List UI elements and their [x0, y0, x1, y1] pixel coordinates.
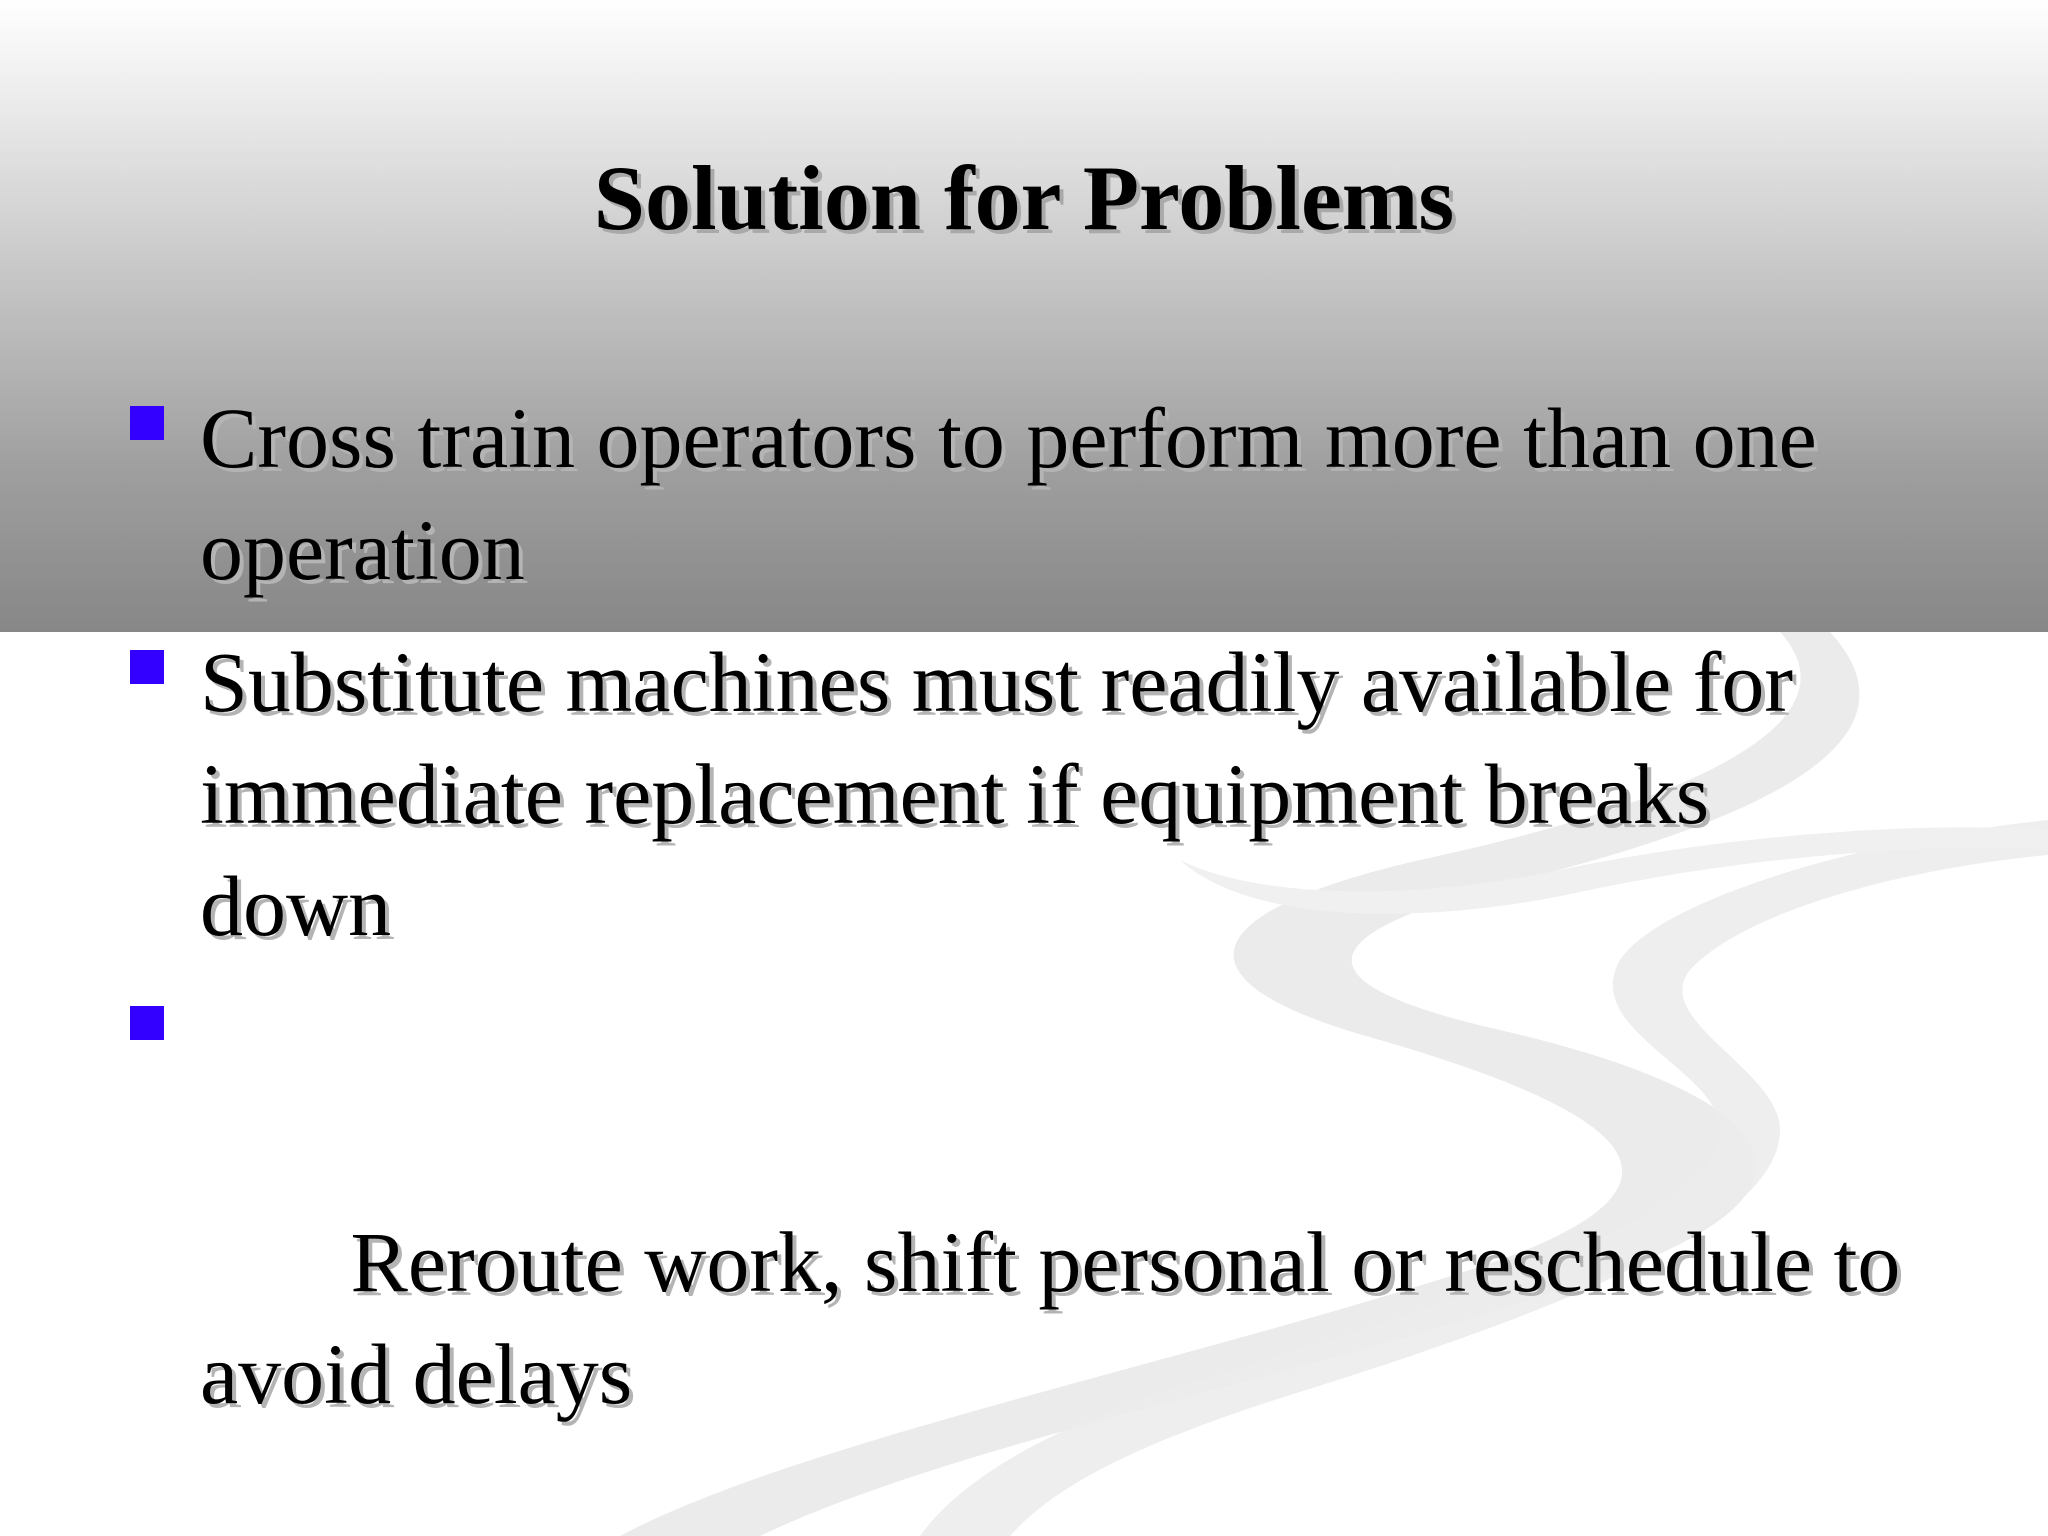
bullet-item [200, 382, 1920, 606]
bullet-list [200, 382, 1920, 1536]
bullet-text: Cross train operators to perform more than one operation [200, 390, 1817, 598]
bullet-item [200, 626, 1920, 962]
bullet-item [200, 982, 1920, 1536]
slide-title: Solution for Problems [593, 147, 1455, 249]
square-bullet-icon [130, 1006, 164, 1040]
square-bullet-icon [130, 650, 164, 684]
square-bullet-icon [130, 406, 164, 440]
bullet-text: Reroute work, shift personal or reschedule to avoid delays [200, 1214, 1922, 1422]
bullet-text: Substitute machines must readily available for immediate replacement if equipment breaks down [200, 634, 1793, 954]
